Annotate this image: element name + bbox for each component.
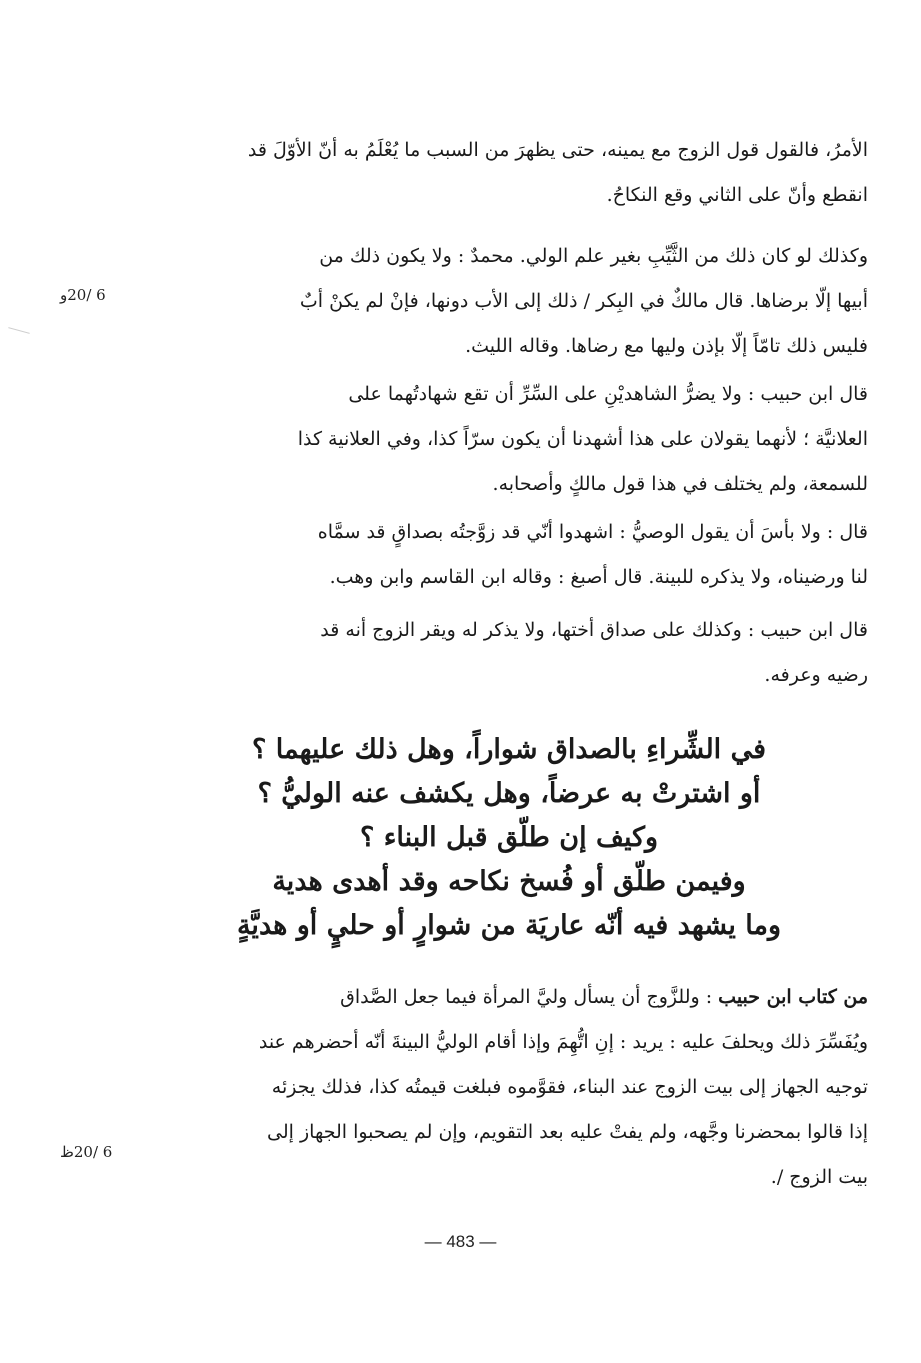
folio-note-verso: 6 /20ظ: [60, 1143, 113, 1161]
heading-line: في الشِّراءِ بالصداق شواراً، وهل ذلك عليهما ؟: [252, 734, 766, 765]
folio-note-recto: 6 /20و: [60, 286, 106, 304]
text-line: قال : ولا بأسَ أن يقول الوصيُّ : اشهدوا أنّي قد زوَّجتُه بصداقٍ قد سمَّاه: [317, 521, 868, 543]
text-line: إذا قالوا بمحضرنا وجَّهه، ولم يفتْ عليه بعد التقويم، وإن لم يصحبوا الجهاز إلى: [267, 1121, 868, 1143]
text-line: ويُفَسِّرَ ذلك ويحلفَ عليه : يريد : إنِ اتُّهِمَ وإذا أقام الوليُّ البينةَ أنّه أحضرهم عند: [258, 1031, 868, 1053]
paragraph-4: [150, 510, 868, 600]
text-line: قال ابن حبيب : ولا يضرُّ الشاهديْنِ على السِّرِّ أن تقع شهادتُهما على: [348, 383, 868, 405]
page-number: — 483 —: [424, 1232, 497, 1251]
text-line: أبيها إلّا برضاها. قال مالكٌ في البِكر / ذلك إلى الأب دونها، فإنْ لم يكنْ أبٌ: [299, 290, 868, 312]
paragraph-5: [150, 608, 868, 698]
heading-line: وكيف إن طلّق قبل البناء ؟: [359, 822, 659, 853]
text-line: بيت الزوج /.: [770, 1166, 868, 1188]
text-line: قال ابن حبيب : وكذلك على صداق أختها، ولا يذكر له ويقر الزوج أنه قد: [320, 619, 868, 641]
text-line: وكذلك لو كان ذلك من الثَّيِّبِ بغير علم الولي. محمدٌ : ولا يكون ذلك من: [319, 245, 868, 267]
paragraph-3: [150, 372, 868, 507]
heading-line: أو اشترتْ به عرضاً، وهل يكشف عنه الوليُّ ؟: [257, 778, 761, 809]
heading-line: وفيمن طلّق أو فُسخ نكاحه وقد أهدى هدية: [272, 866, 746, 897]
text-line: رضيه وعرفه.: [764, 664, 868, 686]
text-line: لنا ورضيناه، ولا يذكره للبينة. قال أصبغ : وقاله ابن القاسم وابن وهب.: [329, 566, 868, 588]
paragraph-1: [150, 128, 868, 218]
text-line: توجيه الجهاز إلى بيت الزوج عند البناء، فقوَّموه فبلغت قيمتُه كذا، فذلك يجزئه: [271, 1076, 868, 1098]
heading-line: وما يشهد فيه أنّه عاريَة من شوارٍ أو حليٍ أو هديَّةٍ: [236, 910, 782, 941]
text-line: [150, 975, 868, 1020]
text-line: انقطع وأنّ على الثاني وقع النكاحُ.: [606, 184, 868, 206]
paragraph-2: [150, 234, 868, 369]
source-text: : وللزَّوج أن يسأل وليَّ المرأة فيما جعل الصَّداق: [340, 986, 719, 1008]
scan-mark: [8, 327, 30, 334]
text-line: الأمرُ، فالقول قول الزوج مع يمينه، حتى يظهرَ من السبب ما يُعْلَمُ به أنّ الأوّلَ قد: [247, 139, 868, 161]
text-line: فليس ذلك تامّاً إلّا بإذن وليها مع رضاها. وقاله الليث.: [465, 335, 868, 357]
paragraph-6: [150, 975, 868, 1200]
source-label: من كتاب ابن حبيب: [718, 986, 868, 1008]
text-line: العلانيَّة ؛ لأنهما يقولان على هذا أشهدنا أن يكون سرّاً كذا، وفي العلانية كذا: [297, 428, 868, 450]
section-heading: [150, 728, 868, 948]
text-line: للسمعة، ولم يختلف في هذا قول مالكٍ وأصحابه.: [492, 473, 868, 495]
